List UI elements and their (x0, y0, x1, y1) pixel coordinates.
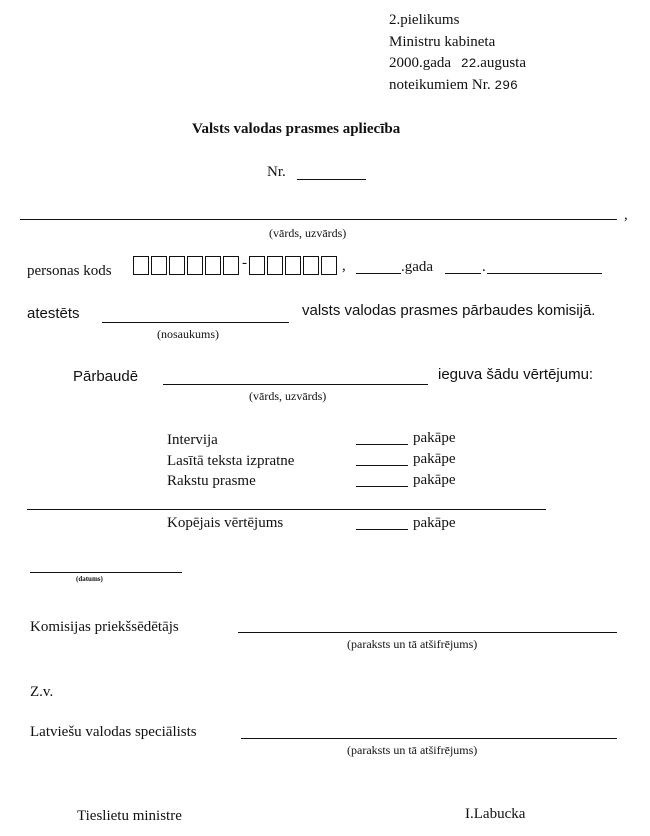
attested-text: valsts valodas prasmes pārbaudes komisijā. (302, 302, 596, 319)
grade-field-reading[interactable] (356, 465, 408, 466)
code-digit-box[interactable] (267, 256, 283, 275)
regulation-year: 2000.gada (389, 55, 452, 71)
annex-number: 2.pielikums (389, 12, 460, 28)
code-digit-box[interactable] (133, 256, 149, 275)
examinee-caption: (vārds, uzvārds) (249, 389, 327, 403)
date-dot: . (482, 259, 486, 275)
total-unit: pakāpe (413, 515, 456, 531)
day-field-line[interactable] (356, 273, 401, 274)
stamp-place: Z.v. (30, 684, 54, 700)
number-field-line[interactable] (297, 179, 366, 180)
code-digit-box[interactable] (303, 256, 319, 275)
code-digit-box[interactable] (151, 256, 167, 275)
regulation-number-value: 296 (494, 78, 518, 93)
specialist-label: Latviešu valodas speciālists (30, 724, 197, 740)
name-comma: , (624, 207, 628, 223)
grade-unit-interview: pakāpe (413, 430, 456, 446)
year-field-line[interactable] (487, 273, 602, 274)
personal-code-comma: , (342, 258, 346, 274)
footer-minister-name: I.Labucka (465, 806, 526, 822)
holder-name-caption: (vārds, uzvārds) (269, 226, 347, 240)
attested-label: atestēts (27, 305, 80, 322)
regulation-date (389, 54, 526, 73)
date-caption: (datums) (76, 575, 103, 583)
specialist-signature-line[interactable] (241, 738, 617, 739)
gada-label: .gada (401, 259, 434, 275)
holder-name-line[interactable] (20, 219, 617, 220)
issuer: Ministru kabineta (389, 34, 496, 50)
code-digit-box[interactable] (285, 256, 301, 275)
code-digit-box[interactable] (249, 256, 265, 275)
personal-code-label: personas kods (27, 263, 112, 279)
grade-unit-writing: pakāpe (413, 472, 456, 488)
grades-divider (27, 509, 546, 510)
number-label: Nr. (267, 164, 286, 180)
personal-code-dash: - (242, 255, 247, 271)
code-digit-box[interactable] (205, 256, 221, 275)
grade-field-writing[interactable] (356, 486, 408, 487)
total-grade-field[interactable] (356, 529, 408, 530)
grade-label-reading: Lasītā teksta izpratne (167, 453, 295, 469)
chairman-caption: (paraksts un tā atšifrējums) (347, 637, 478, 651)
page-title: Valsts valodas prasmes apliecība (192, 121, 401, 137)
exam-text: ieguva šādu vērtējumu: (438, 366, 594, 383)
grade-field-interview[interactable] (356, 444, 408, 445)
commission-caption: (nosaukums) (157, 327, 219, 341)
total-label: Kopējais vērtējums (167, 515, 284, 531)
examinee-name-line[interactable] (163, 384, 428, 385)
exam-label: Pārbaudē (73, 368, 139, 385)
code-digit-box[interactable] (187, 256, 203, 275)
specialist-caption: (paraksts un tā atšifrējums) (347, 743, 478, 757)
footer-minister-title: Tieslietu ministre (77, 808, 182, 824)
regulation-month: .augusta (476, 55, 527, 71)
grade-label-interview: Intervija (167, 432, 218, 448)
chairman-label: Komisijas priekšsēdētājs (30, 619, 179, 635)
grade-label-writing: Rakstu prasme (167, 473, 256, 489)
date-field-line[interactable] (30, 572, 182, 573)
grade-unit-reading: pakāpe (413, 451, 456, 467)
commission-name-line[interactable] (102, 322, 289, 323)
regulation-number (389, 76, 518, 95)
code-digit-box[interactable] (223, 256, 239, 275)
code-digit-box[interactable] (321, 256, 337, 275)
regulation-day: 22 (460, 56, 477, 71)
chairman-signature-line[interactable] (238, 632, 617, 633)
code-digit-box[interactable] (169, 256, 185, 275)
regulation-number-label: noteikumiem Nr. (389, 77, 491, 93)
month-field-line[interactable] (445, 273, 481, 274)
